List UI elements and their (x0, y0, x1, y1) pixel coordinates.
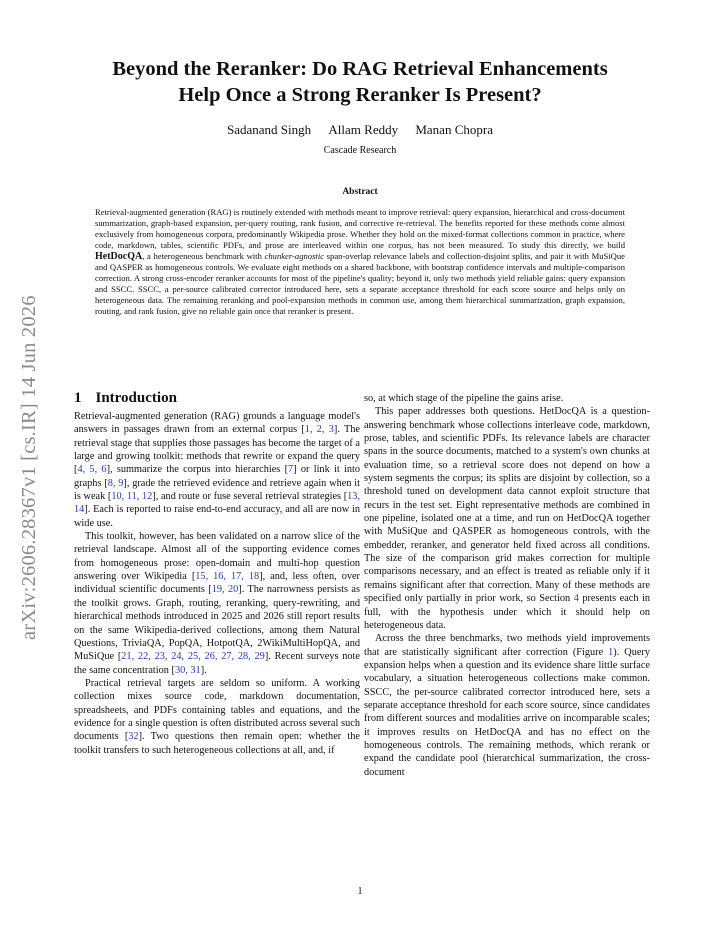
author-2: Allam Reddy (328, 122, 399, 137)
citation-link[interactable]: 13, 14 (74, 491, 361, 516)
abstract-text-3: span-overlap relevance labels and collection-disjoint splits, and pair it with MuSiQue and QASPER as homogeneous controls. We evaluate eight methods on a shared backbone, with bootstrap confidence intervals and multiple-comparison correction. A strong cross-encoder reranker accounts for most of the pipeline's quality; beyond it, only two methods yield reliable gains: query expansion and SSCC. SSCC, a per-source calibrated corrector introduced here, sets a separate acceptance threshold for each score source and helps only on heterogeneous data. The remaining reranking and pool-expansion methods in common use, among them hierarchical summarization, graph expansion, routing, and rank fusion, give no reliable gain once that reranker is present. (95, 251, 625, 317)
citation-link[interactable]: 19, 20 (211, 584, 239, 596)
citation-link[interactable]: 8, 9 (107, 477, 124, 489)
abstract-text-2: , a heterogeneous benchmark with (142, 251, 265, 262)
abstract-body (95, 207, 625, 317)
arxiv-identifier: arXiv:2606.28367v1 [cs.IR] 14 Jun 2026 (18, 295, 40, 640)
section-title: Introduction (95, 390, 177, 406)
author-list (60, 122, 660, 138)
section-number: 1 (74, 390, 82, 406)
abstract-heading: Abstract (342, 187, 378, 197)
intro-paragraph-3-continued: so, at which stage of the pipeline the gains arise. (364, 393, 564, 404)
section-reference-link[interactable]: 4 (573, 593, 579, 605)
intro-paragraph-2: This toolkit, however, has been validated on a narrow slice of the retrieval landscape. Almost all of the supporting evidence comes from homogeneous prose: open-domain and multi-hop question answering over Wikipedia [15, 16, 17, 18], and, less often, over individual scientific documents [19, 20]. The narrowness persists as the toolkit grows. Graph, routing, reranking, query-rewriting, and hierarchical methods introduced in 2025 and 2026 still report results on the same Wikipedia-derived collections, among them Natural Questions, TriviaQA, PopQA, HotpotQA, 2WikiMultiHopQA, and MuSiQue [21, 22, 23, 24, 25, 26, 27, 28, 29]. Recent surveys note the same concentration [30, 31]. (74, 531, 360, 676)
citation-link[interactable]: 7 (288, 464, 294, 476)
left-column (74, 410, 360, 757)
citation-link[interactable]: 15, 16, 17, 18 (195, 571, 260, 583)
right-column (364, 392, 650, 779)
citation-link[interactable]: 21, 22, 23, 24, 25, 26, 27, 28, 29 (121, 651, 265, 663)
citation-link[interactable]: 32 (128, 731, 139, 743)
paper-title (60, 56, 660, 108)
citation-link[interactable]: 10, 11, 12 (111, 491, 153, 503)
page-number: 1 (357, 886, 363, 897)
citation-link[interactable]: 4, 5, 6 (77, 464, 107, 476)
citation-link[interactable]: 1, 2, 3 (304, 424, 334, 436)
intro-paragraph-5: Across the three benchmarks, two methods yield improvements that are statistically significant after correction (Figure 1). Query expansion helps when a question and its evidence share little surface vocabulary, a situation heterogeneous collections make common. SSCC, the per-source calibrated corrector introduced here, sets a separate acceptance threshold for each score source, since candidates from different sources and modalities arrive on incomparable scales; it improves results on HetDocQA and has no effect on the homogeneous controls. The remaining methods, which rerank or expand the candidate pool (hierarchical summarization, the cross-document (364, 633, 650, 778)
title-line-1: Beyond the Reranker: Do RAG Retrieval Enhancements (112, 58, 608, 80)
section-heading (74, 390, 177, 407)
benchmark-name: HetDocQA (95, 251, 143, 263)
citation-link[interactable]: 30, 31 (174, 664, 201, 676)
intro-paragraph-1: Retrieval-augmented generation (RAG) grounds a language model's answers in passages drawn from an external corpus [1, 2, 3]. The retrieval stage that supplies those passages has become the target of a large and growing toolkit: methods that rewrite or expand the query [4, 5, 6], summarize the corpus into hierarchies [7] or link it into graphs [8, 9], grade the retrieved evidence and retrieve again when it is weak [10, 11, 12], and route or fuse several retrieval strategies [13, 14]. Each is reported to raise end-to-end accuracy, and all are now in wide use. (74, 411, 361, 529)
figure-reference-link[interactable]: 1 (608, 646, 614, 658)
author-3: Manan Chopra (415, 122, 493, 137)
intro-paragraph-4: This paper addresses both questions. HetDocQA is a question-answering benchmark whose collections interleave code, markdown, prose, tables, and scientific PDFs. Its relevance labels are character spans in the source documents, matched to a system's own chunks at evaluation time, so a retrieval score does not depend on how a system segments the corpus; its splits are disjoint by collection, so a threshold tuned on development data cannot exploit structure that recurs in the test set. Eight representative methods are combined in one pipeline, isolated one at a time, and run on HetDocQA together with MuSiQue and QASPER as homogeneous controls, with the embedder, reranker, and generator held fixed across all conditions. The size of the comparison grid makes correction for multiple comparisons necessary, and an effect is treated as reliable only if it remains significant after that correction. Many of these methods are specified only partially in prior work, so Section 4 presents each in full, with the hypothesis under which it should help on heterogeneous data. (364, 406, 650, 631)
title-line-2: Help Once a Strong Reranker Is Present? (178, 84, 542, 106)
abstract-text-1: Retrieval-augmented generation (RAG) is routinely extended with methods meant to improve retrieval: query expansion, hierarchical and cross-document summarization, graph-based expansion, per-query routing, rank fusion, and corrective re-retrieval. The benefits reported for these methods come almost exclusively from homogeneous corpora, predominantly Wikipedia prose. Whether they hold on the mixed-format collections common in practice, where code, markdown, tables, scientific PDFs, and prose are interleaved within one corpus, has not been measured. To study this directly, we build (95, 207, 626, 251)
abstract-emphasis: chunker-agnostic (264, 251, 325, 262)
author-1: Sadanand Singh (227, 122, 312, 137)
intro-paragraph-3: Practical retrieval targets are seldom so uniform. A working collection mixes source code, markdown documentation, spreadsheets, and PDFs containing tables and equations, and the evidence for a single question is often distributed across several such documents [32]. Two questions then remain open: whether the toolkit transfers to such heterogeneous collections at all, and, if (74, 677, 360, 756)
affiliation: Cascade Research (323, 145, 397, 156)
